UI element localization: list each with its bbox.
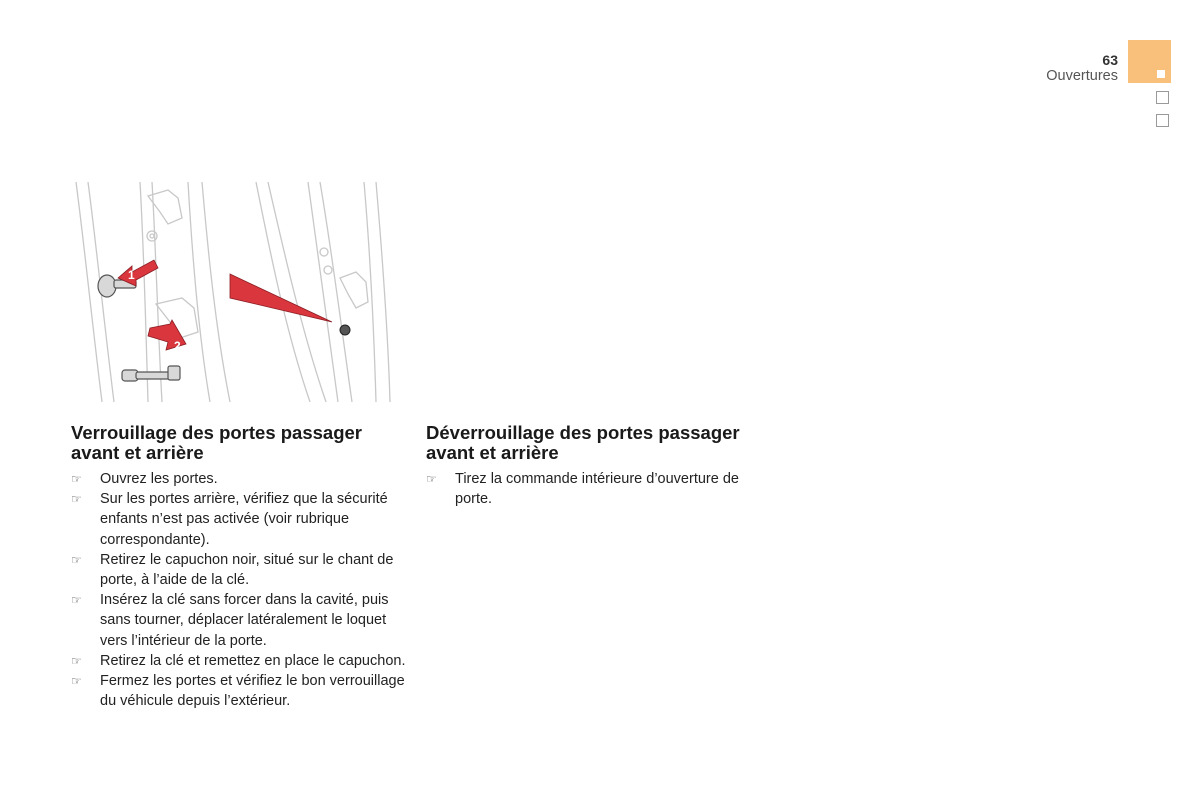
step-text: Tirez la commande intérieure d’ouverture de porte. [455, 471, 739, 508]
locking-steps [71, 469, 406, 711]
pointing-hand-icon: ☞ [71, 492, 82, 507]
step-text: Retirez le capuchon noir, situé sur le chant de porte, à l’aide de la clé. [100, 551, 394, 589]
step-text: Retirez la clé et remettez en place le capuchon. [100, 652, 406, 669]
section-heading: Déverrouillage des portes passager avant et arrière [426, 422, 740, 463]
step-text: Ouvrez les portes. [100, 471, 218, 487]
door-lock-illustration [70, 182, 398, 402]
list-item [71, 550, 406, 590]
locking-section [71, 423, 406, 711]
callout-label: 2 [174, 339, 181, 353]
list-item [71, 489, 406, 550]
list-item [71, 651, 406, 671]
list-item [71, 469, 406, 489]
section-heading: Verrouillage des portes passager avant et arrière [71, 422, 362, 463]
section-title: Ouvertures [1046, 68, 1118, 84]
callout-label: 1 [128, 268, 135, 282]
step-text: Fermez les portes et vérifiez le bon verrouillage du véhicule depuis l’extérieur. [100, 673, 405, 710]
chapter-marker-active [1157, 70, 1165, 78]
door-lock-diagram [70, 182, 398, 402]
list-item [426, 469, 746, 509]
unlocking-steps [426, 469, 746, 509]
page-number: 63 [1102, 52, 1118, 68]
pointing-hand-icon: ☞ [71, 674, 82, 689]
unlocking-section [426, 423, 746, 509]
pointing-hand-icon: ☞ [426, 472, 437, 486]
cap-icon [340, 325, 350, 335]
step-text: Insérez la clé sans forcer dans la cavité, puis sans tourner, déplacer latéralement le loquet vers l’intérieur de la porte. [100, 592, 389, 649]
pointer-icon [230, 274, 332, 322]
page-header [1046, 52, 1118, 85]
pointing-hand-icon: ☞ [71, 472, 82, 486]
pointing-hand-icon: ☞ [71, 653, 82, 668]
lock-tool-icon [122, 366, 180, 381]
list-item [71, 590, 406, 651]
chapter-marker [1156, 114, 1169, 127]
pointing-hand-icon: ☞ [71, 552, 82, 567]
step-text: Sur les portes arrière, vérifiez que la sécurité enfants n’est pas activée (voir rubrique correspondante). [100, 491, 388, 548]
pointing-hand-icon: ☞ [71, 593, 82, 608]
list-item [71, 671, 406, 711]
chapter-marker [1156, 91, 1169, 104]
